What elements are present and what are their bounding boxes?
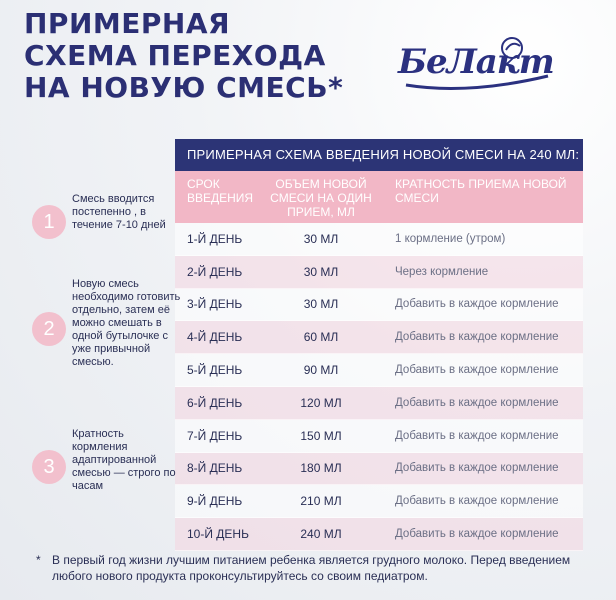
- cell-volume: 60 МЛ: [303, 330, 339, 345]
- footnote: [36, 552, 596, 584]
- cell-volume: 210 МЛ: [300, 494, 342, 509]
- table-column-headers: [175, 171, 583, 223]
- cell-volume: 150 МЛ: [300, 428, 342, 443]
- cell-volume: 30 МЛ: [303, 264, 339, 279]
- step-text: Кратность кормления адаптированной смесью — строго по часам: [72, 428, 176, 492]
- step-number: 3: [32, 450, 66, 484]
- cell-frequency: Добавить в каждое кормление: [395, 364, 559, 377]
- cell-frequency: Добавить в каждое кормление: [395, 429, 559, 442]
- cell-volume: 240 МЛ: [300, 527, 342, 542]
- table-row: [175, 256, 583, 289]
- page-title: [24, 8, 343, 104]
- cell-frequency: Через кормление: [395, 265, 489, 278]
- cell-frequency: Добавить в каждое кормление: [395, 331, 559, 344]
- cell-volume: 120 МЛ: [300, 395, 342, 410]
- table-row: [175, 485, 583, 518]
- cell-day: 1-Й ДЕНЬ: [187, 231, 243, 246]
- cell-day: 6-Й ДЕНЬ: [187, 395, 243, 410]
- table-row: [175, 354, 583, 387]
- cell-volume: 180 МЛ: [300, 461, 342, 476]
- cell-volume: 30 МЛ: [303, 297, 339, 312]
- step-number: 2: [32, 312, 66, 346]
- cell-frequency: Добавить в каждое кормление: [395, 462, 559, 475]
- table-title: ПРИМЕРНАЯ СХЕМА ВВЕДЕНИЯ НОВОЙ СМЕСИ НА 240 МЛ:: [175, 139, 583, 171]
- table-row: [175, 387, 583, 420]
- cell-day: 9-Й ДЕНЬ: [187, 494, 243, 509]
- cell-day: 5-Й ДЕНЬ: [187, 363, 243, 378]
- column-header-frequency: КРАТНОСТЬ ПРИЕМА НОВОЙ СМЕСИ: [395, 177, 567, 205]
- cell-frequency: 1 кормление (утром): [395, 232, 506, 245]
- brand-logo: [398, 30, 568, 100]
- table-row: [175, 289, 583, 322]
- cell-day: 4-Й ДЕНЬ: [187, 330, 243, 345]
- cell-frequency: Добавить в каждое кормление: [395, 528, 559, 541]
- column-header-volume: ОБЪЕМ НОВОЙ СМЕСИ НА ОДИН ПРИЕМ, МЛ: [270, 177, 372, 219]
- title-line-3: НА НОВУЮ СМЕСЬ*: [24, 71, 344, 104]
- column-header-period: СРОК ВВЕДЕНИЯ: [187, 177, 254, 205]
- table-row: [175, 420, 583, 453]
- cell-frequency: Добавить в каждое кормление: [395, 298, 559, 311]
- cell-day: 10-Й ДЕНЬ: [187, 527, 249, 542]
- cell-frequency: Добавить в каждое кормление: [395, 495, 559, 508]
- table-row: [175, 518, 583, 551]
- step-text: Новую смесь необходимо готовить отдельно, затем её можно смешать в одной бутылочке с уже привычной смесью.: [72, 278, 181, 368]
- cell-volume: 30 МЛ: [303, 231, 339, 246]
- logo-text: БеЛакт: [398, 42, 554, 82]
- title-line-2: СХЕМА ПЕРЕХОДА: [24, 39, 326, 72]
- cell-volume: 90 МЛ: [303, 363, 339, 378]
- cell-day: 7-Й ДЕНЬ: [187, 428, 243, 443]
- table-row: [175, 453, 583, 486]
- table-row: [175, 321, 583, 354]
- cell-frequency: Добавить в каждое кормление: [395, 396, 559, 409]
- cell-day: 8-Й ДЕНЬ: [187, 461, 243, 476]
- step-number: 1: [32, 205, 66, 239]
- table-row: [175, 223, 583, 256]
- footnote-text: В первый год жизни лучшим питанием ребенка является грудного молоко. Перед введением любого нового продукта проконсультируйтесь со своим педиатром.: [52, 553, 571, 583]
- footnote-mark: *: [36, 553, 41, 567]
- table-body: [175, 223, 583, 551]
- cell-day: 3-Й ДЕНЬ: [187, 297, 243, 312]
- feeding-schedule-table: [175, 139, 583, 551]
- title-line-1: ПРИМЕРНАЯ: [24, 7, 231, 40]
- cell-day: 2-Й ДЕНЬ: [187, 264, 243, 279]
- step-text: Смесь вводится постепенно , в течение 7-10 дней: [72, 193, 166, 231]
